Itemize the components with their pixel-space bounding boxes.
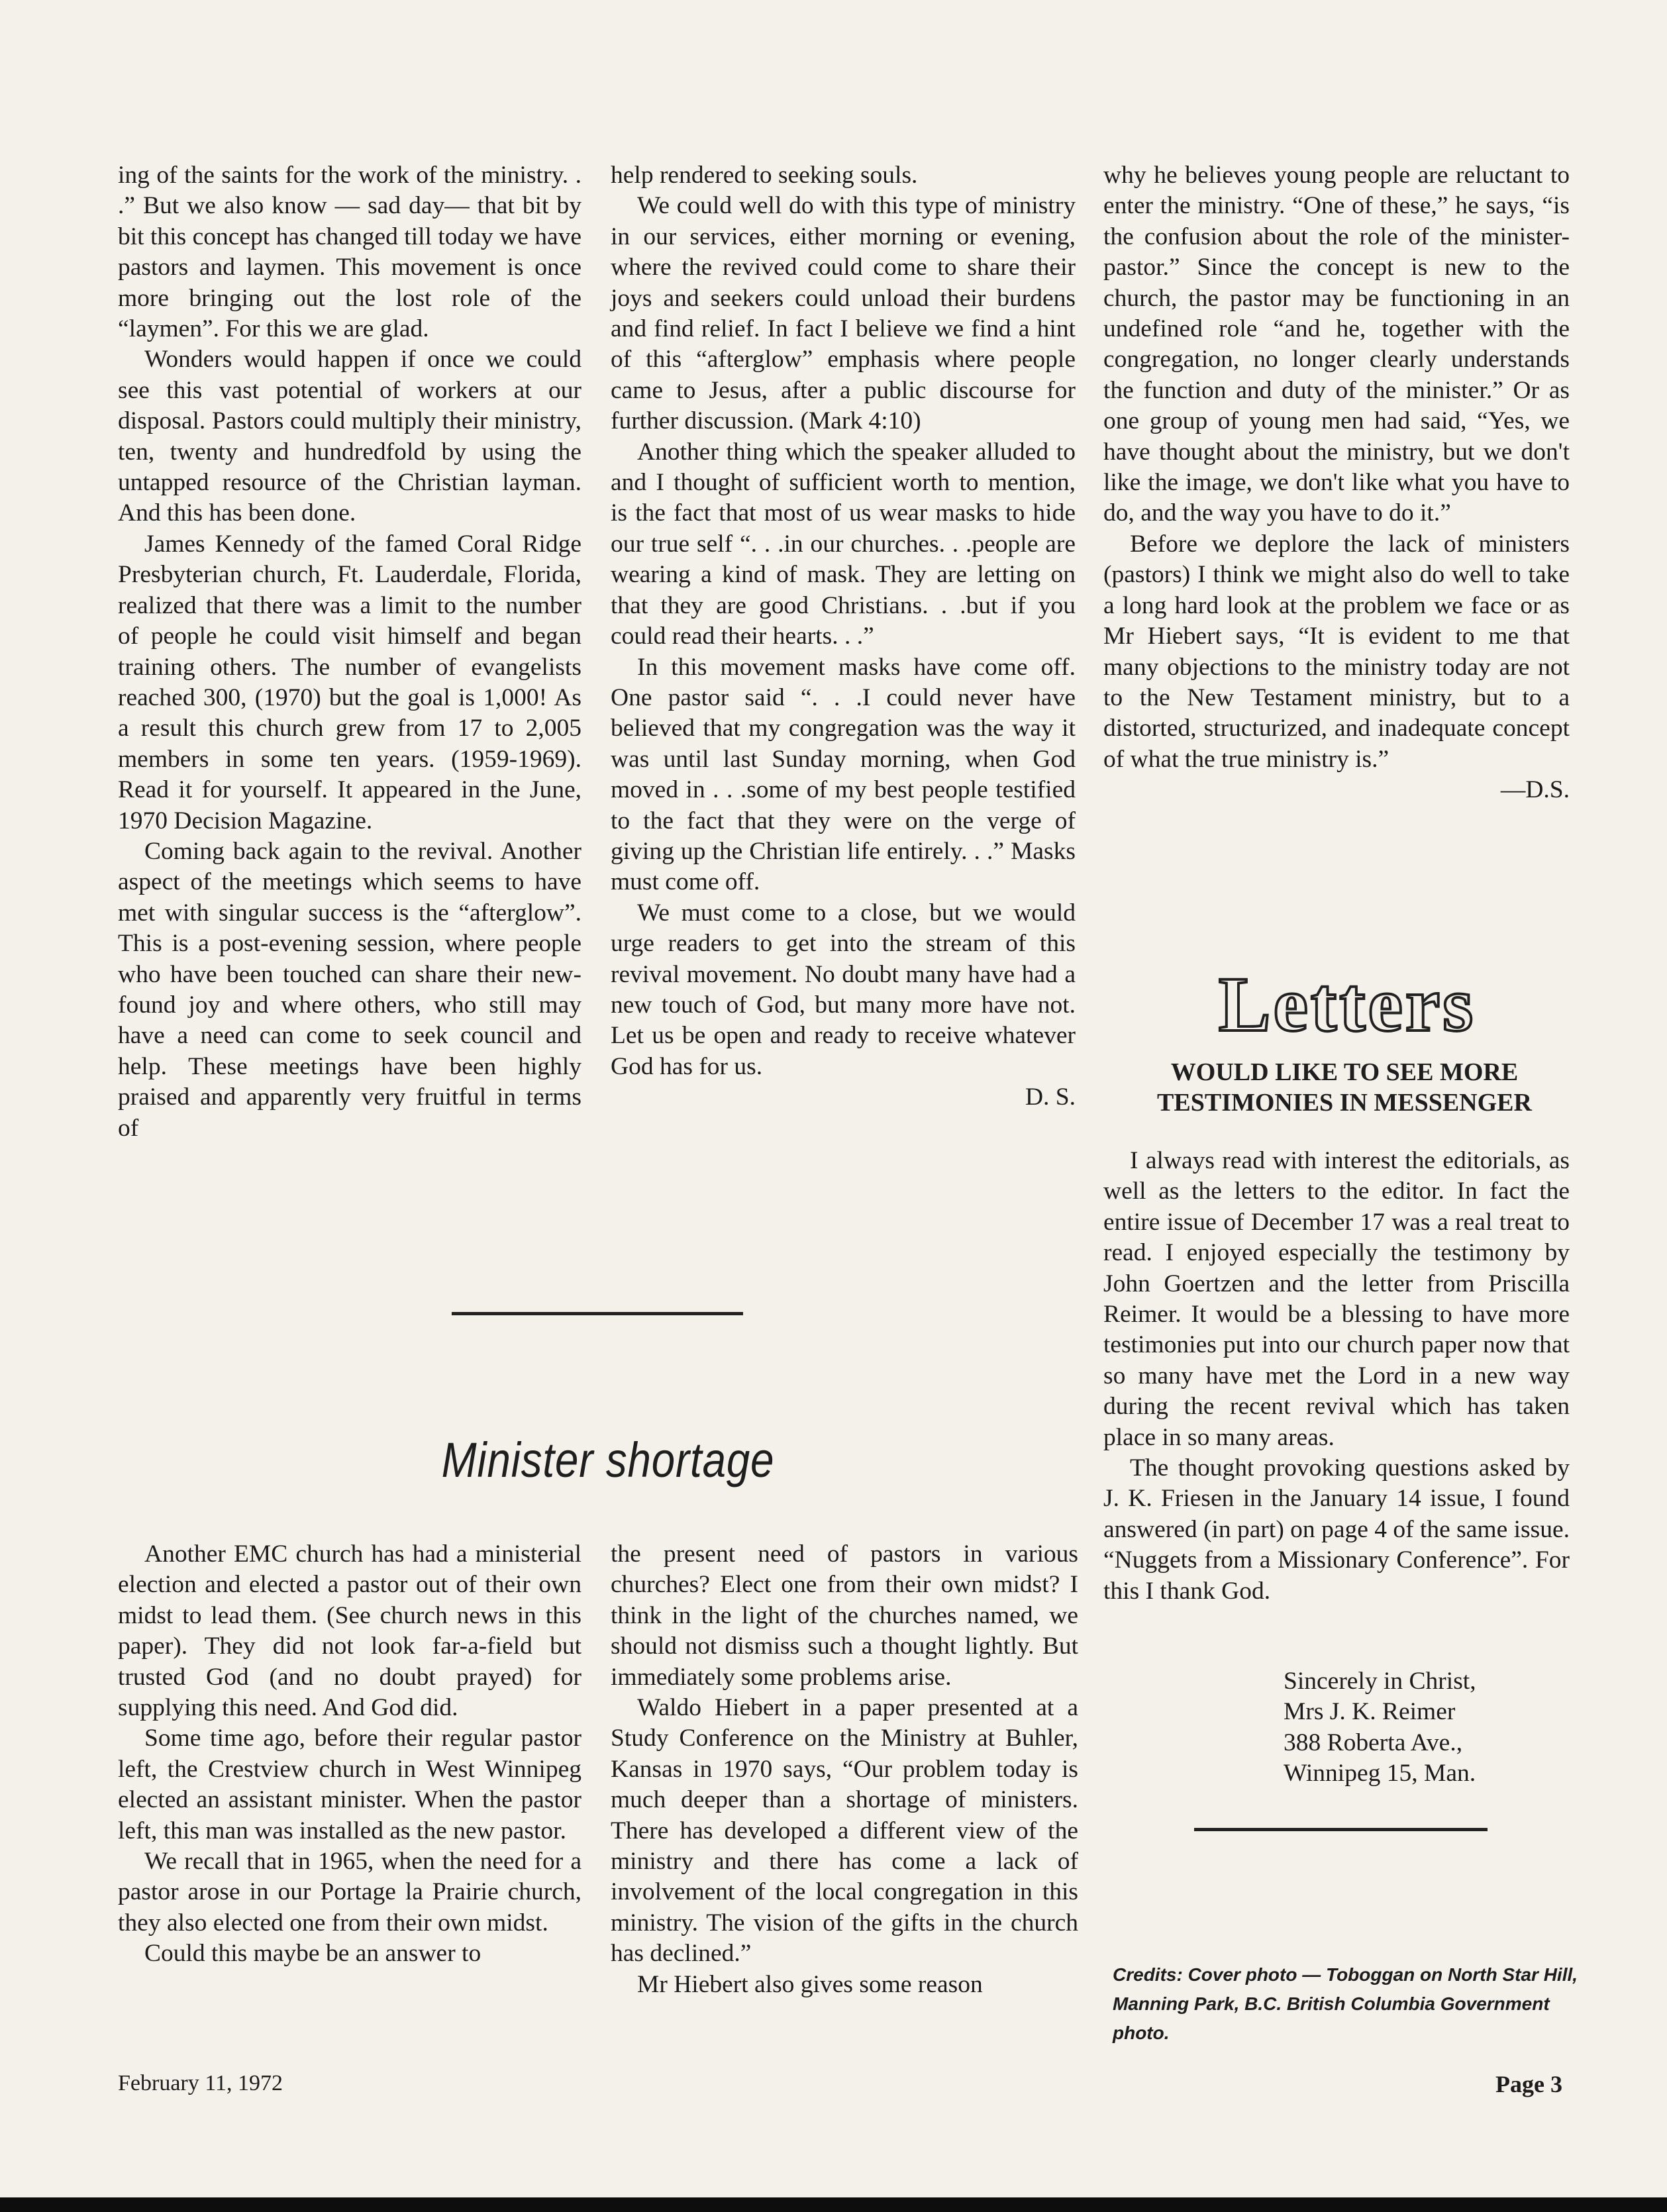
author-initials: D. S. (1025, 1083, 1076, 1111)
section-divider (452, 1312, 743, 1315)
letters-heading: Letters (1218, 961, 1476, 1048)
paragraph: We recall that in 1965, when the need for a pastor arose in our Portage la Prairie church, they also elected one from their own midst. (118, 1848, 581, 1936)
article-column-1 (118, 160, 581, 1144)
paragraph: In this movement masks have come off. One pastor said “. . .I could never have believed that my congregation was the way it was until last Sunday morning, when God moved in . . .some of my best people testified to the fact that they were on the verge of giving up the Christian life entirely. . .” Masks must come off. (611, 653, 1076, 896)
paragraph: We must come to a close, but we would urge readers to get into the stream of this revival movement. No doubt many have had a new touch of God, but many more have not. Let us be open and ready to receive whatever God has for us. (611, 899, 1076, 1080)
signoff-name: Mrs J. K. Reimer (1284, 1698, 1456, 1726)
paragraph: Mr Hiebert also gives some reason (637, 1970, 983, 1998)
author-initials: —D.S. (1500, 776, 1570, 804)
issue-date: February 11, 1972 (118, 2071, 283, 2095)
paragraph: Another EMC church has had a ministerial election and elected a pastor out of their own midst to lead them. (See church news in this paper). They did not look far-a-field but trusted God (and no doubt prayed) for supplying this need. And God did. (118, 1540, 581, 1722)
photo-credits: Credits: Cover photo — Toboggan on North Star Hill, Manning Park, B.C. British Columbia Government photo. (1113, 1964, 1578, 2043)
minister-shortage-column-1 (118, 1539, 581, 1970)
signoff-city: Winnipeg 15, Man. (1284, 1760, 1476, 1787)
paragraph: help rendered to seeking souls. (611, 162, 918, 189)
letter-headline: WOULD LIKE TO SEE MORE TESTIMONIES IN MESSENGER (1157, 1058, 1532, 1117)
paragraph: The thought provoking questions asked by J. K. Friesen in the January 14 issue, I found answered (in part) on page 4 of the same issue. “Nuggets from a Missionary Conference”. For this I thank God. (1103, 1454, 1570, 1605)
article-column-3 (1103, 160, 1570, 806)
section-divider (1194, 1828, 1488, 1831)
paragraph: Some time ago, before their regular pastor left, the Crestview church in West Winnipeg elected an assistant minister. When the pastor left, this man was installed as the new pastor. (118, 1725, 581, 1844)
paragraph: I always read with interest the editorials, as well as the letters to the editor. In fact the entire issue of December 17 was a real treat to read. I enjoyed especially the testimony by John Goertzen and the letter from Priscilla Reimer. It would be a blessing to have more testimonies put into our church paper now that so many have met the Lord in a new way during the recent revival which has taken place in so many areas. (1103, 1147, 1570, 1451)
letter-body (1103, 1146, 1570, 1607)
paragraph: James Kennedy of the famed Coral Ridge Presbyterian church, Ft. Lauderdale, Florida, realized that there was a limit to the number of people he could visit himself and began training others. The number of evangelists reached 300, (1970) but the goal is 1,000! As a result this church grew from 17 to 2,005 members in some ten years. (1959-1969). Read it for yourself. It appeared in the June, 1970 Decision Magazine. (118, 530, 581, 834)
scan-edge (0, 2197, 1667, 2212)
paragraph: why he believes young people are reluctant to enter the ministry. “One of these,” he says, “is the confusion about the role of the minister-pastor.” Since the concept is new to the church, the pastor may be functioning in an undefined role “and he, together with the congregation, no longer clearly understands the function and duty of the minister.” Or as one group of young men had said, “Yes, we have thought about the ministry, but we don't like the image, we don't like what you have to do, and the way you have to do it.” (1103, 162, 1570, 527)
paragraph: Could this maybe be an answer to (144, 1940, 481, 1968)
paragraph: ing of the saints for the work of the ministry. . .” But we also know — sad day— that bit by bit this concept has changed till today we have pastors and laymen. This movement is once more bringing out the lost role of the “laymen”. For this we are glad. (118, 162, 581, 343)
page-number: Page 3 (1495, 2071, 1562, 2097)
signoff-line: Sincerely in Christ, (1284, 1668, 1476, 1695)
article-title: Minister shortage (441, 1433, 775, 1487)
letter-signature (1284, 1666, 1562, 1789)
article-column-2 (611, 160, 1076, 1113)
paragraph: Waldo Hiebert in a paper presented at a Study Conference on the Ministry at Buhler, Kansas in 1970 says, “Our problem today is much deeper than a shortage of ministers. There has developed a different view of the ministry and there has come a lack of involvement of the local congregation in this ministry. The vision of the gifts in the church has declined.” (611, 1694, 1078, 1968)
paragraph: Wonders would happen if once we could see this vast potential of workers at our disposal. Pastors could multiply their ministry, ten, twenty and hundredfold by using the untapped resource of the Christian layman. And this has been done. (118, 346, 581, 527)
minister-shortage-column-2 (611, 1539, 1078, 2000)
paragraph: Before we deplore the lack of ministers (pastors) I think we might also do well to take a long hard look at the problem we face or as Mr Hiebert says, “It is evident to me that many objections to the ministry today are not to the New Testament ministry, but to a distorted, structurized, and inadequate concept of what the true ministry is.” (1103, 530, 1570, 773)
paragraph: We could well do with this type of ministry in our services, either morning or evening, where the revived could come to share their joys and seekers could unload their burdens and find relief. In fact I believe we find a hint of this “afterglow” emphasis where people came to Jesus, after a public discourse for further discussion. (Mark 4:10) (611, 192, 1076, 435)
paragraph: the present need of pastors in various churches? Elect one from their own midst? I think in the light of the churches named, we should not dismiss such a thought lightly. But immediately some problems arise. (611, 1540, 1078, 1691)
paragraph: Another thing which the speaker alluded to and I thought of sufficient worth to mention, is the fact that most of us wear masks to hide our true self “. . .in our churches. . .people are wearing a kind of mask. They are letting on that they are good Christians. . .but if you could read their hearts. . .” (611, 438, 1076, 650)
paragraph: Coming back again to the revival. Another aspect of the meetings which seems to have met with singular success is the “afterglow”. This is a post-evening session, where people who have been touched can share their new-found joy and where others, who still may have a need can come to seek council and help. These meetings have been highly praised and apparently very fruitful in terms of (118, 837, 581, 1142)
signoff-address: 388 Roberta Ave., (1284, 1729, 1463, 1756)
